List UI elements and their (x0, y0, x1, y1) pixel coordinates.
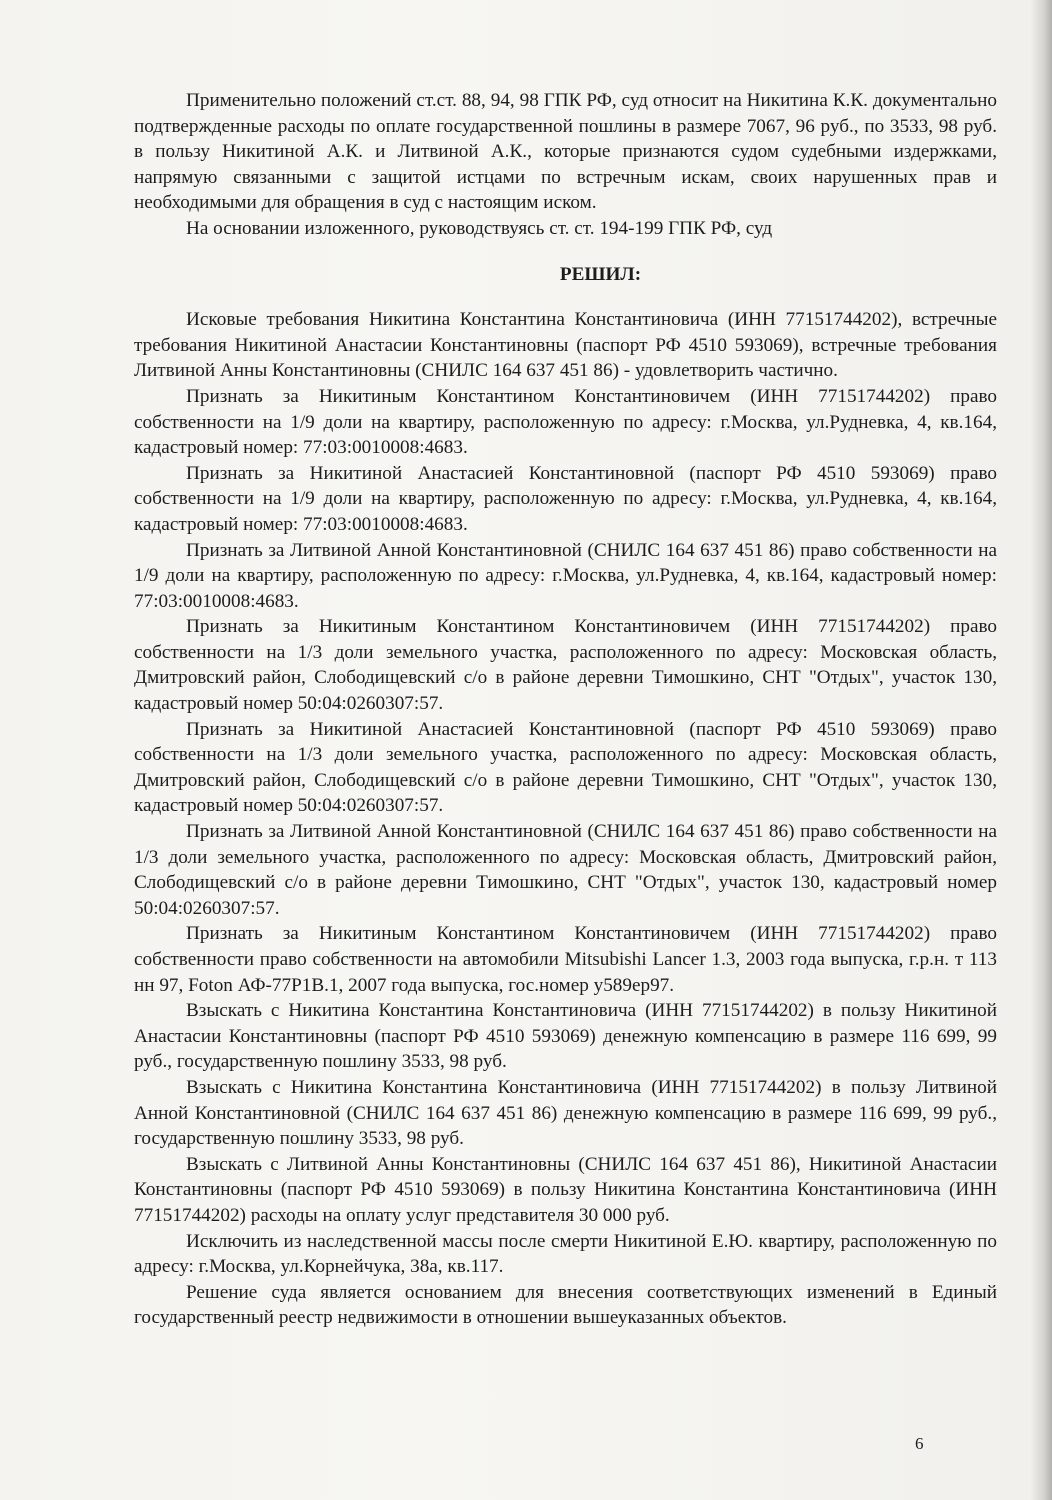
paragraph-land-litvina: Признать за Литвиной Анной Константиновной (СНИЛС 164 637 451 86) право собственности на 1/3 доли земельного участка, расположенного по адресу: Московская область, Дмитровский район, Слободищевский с/о в районе деревни Тимошкино, СНТ "Отдых", участок 130, кадастровый номер 50:04:0260307:57. (134, 821, 997, 919)
paragraph-land-nikitin: Признать за Никитиным Константином Константиновичем (ИНН 77151744202) право собственности на 1/3 доли земельного участка, расположенного по адресу: Московская область, Дмитровский район, Слободищевский с/о в районе деревни Тимошкино, СНТ "Отдых", участок 130, кадастровый номер 50:04:0260307:57. (134, 616, 997, 715)
page-edge-shadow (1030, 0, 1052, 1500)
paragraph-costs: Применительно положений ст.ст. 88, 94, 98 ГПК РФ, суд относит на Никитина К.К. документально подтвержденные расходы по оплате государственной пошлины в размере 7067, 96 руб., по 3533, 98 руб. в пользу Никитиной А.К. и Литвиной А.К., которые признаются судом судебными издержками, напрямую связанными с защитой истцами по встречным искам, своих нарушенных прав и необходимыми для обращения в суд с настоящим иском. (134, 90, 997, 214)
paragraph-apartment-nikitina: Признать за Никитиной Анастасией Константиновной (паспорт РФ 4510 593069) право собственности на 1/9 доли на квартиру, расположенную по адресу: г.Москва, ул.Рудневка, 4, кв.164, кадастровый номер: 77:03:0010008:4683. (134, 462, 997, 535)
decision-heading: РЕШИЛ: (559, 263, 642, 285)
page-number: 6 (915, 1434, 924, 1453)
paragraph-recover-litvina: Взыскать с Никитина Константина Константиновича (ИНН 77151744202) в пользу Литвиной Анной Константиновной (СНИЛС 164 637 451 86) денежную компенсацию в размере 116 699, 99 руб., государственную пошлину 3533, 98 руб. (134, 1076, 997, 1150)
paragraph-vehicles: Признать за Никитиным Константином Константиновичем (ИНН 77151744202) право собственности право собственности на автомобили Mitsubishi Lancer 1.3, 2003 года выпуска, г.р.н. т 113 нн 97, Foton АФ-77Р1В.1, 2007 года выпуска, гос.номер у589ер97. (134, 923, 997, 996)
paragraph-apartment-litvina: Признать за Литвиной Анной Константиновной (СНИЛС 164 637 451 86) право собственности на 1/9 доли на квартиру, расположенную по адресу: г.Москва, ул.Рудневка, 4, кв.164, кадастровый номер: 77:03:0010008:4683. (134, 539, 997, 612)
paragraph-basis: На основании изложенного, руководствуясь ст. ст. 194-199 ГПК РФ, суд (186, 217, 773, 239)
paragraph-claims: Исковые требования Никитина Константина Константиновича (ИНН 77151744202), встречные требования Никитиной Анастасии Константиновны (паспорт РФ 4510 593069), встречные требования Литвиной Анны Константиновны (СНИЛС 164 637 451 86) - удовлетворить частично. (134, 309, 997, 382)
paragraph-apartment-nikitin: Признать за Никитиным Константином Константиновичем (ИНН 77151744202) право собственности на 1/9 доли на квартиру, расположенную по адресу: г.Москва, ул.Рудневка, 4, кв.164, кадастровый номер: 77:03:0010008:4683. (134, 385, 997, 459)
document-body (134, 88, 997, 1331)
paragraph-exclude-estate: Исключить из наследственной массы после смерти Никитиной Е.Ю. квартиру, расположенную по адресу: г.Москва, ул.Корнейчука, 38а, кв.117. (134, 1230, 997, 1278)
paragraph-recover-nikitina: Взыскать с Никитина Константина Константиновича (ИНН 77151744202) в пользу Никитиной Анастасии Константиновны (паспорт РФ 4510 593069) денежную компенсацию в размере 116 699, 99 руб., государственную пошлину 3533, 98 руб. (134, 1000, 997, 1073)
paragraph-registry: Решение суда является основанием для внесения соответствующих изменений в Единый государственный реестр недвижимости в отношении вышеуказанных объектов. (134, 1281, 997, 1329)
paragraph-representative-costs: Взыскать с Литвиной Анны Константиновны (СНИЛС 164 637 451 86), Никитиной Анастасии Константиновны (паспорт РФ 4510 593069) в пользу Никитина Константина Константиновича (ИНН 77151744202) расходы на оплату услуг представителя 30 000 руб. (134, 1153, 997, 1226)
paragraph-land-nikitina: Признать за Никитиной Анастасией Константиновной (паспорт РФ 4510 593069) право собственности на 1/3 доли земельного участка, расположенного по адресу: Московская область, Дмитровский район, Слободищевский с/о в районе деревни Тимошкино, СНТ "Отдых", участок 130, кадастровый номер 50:04:0260307:57. (134, 718, 997, 817)
